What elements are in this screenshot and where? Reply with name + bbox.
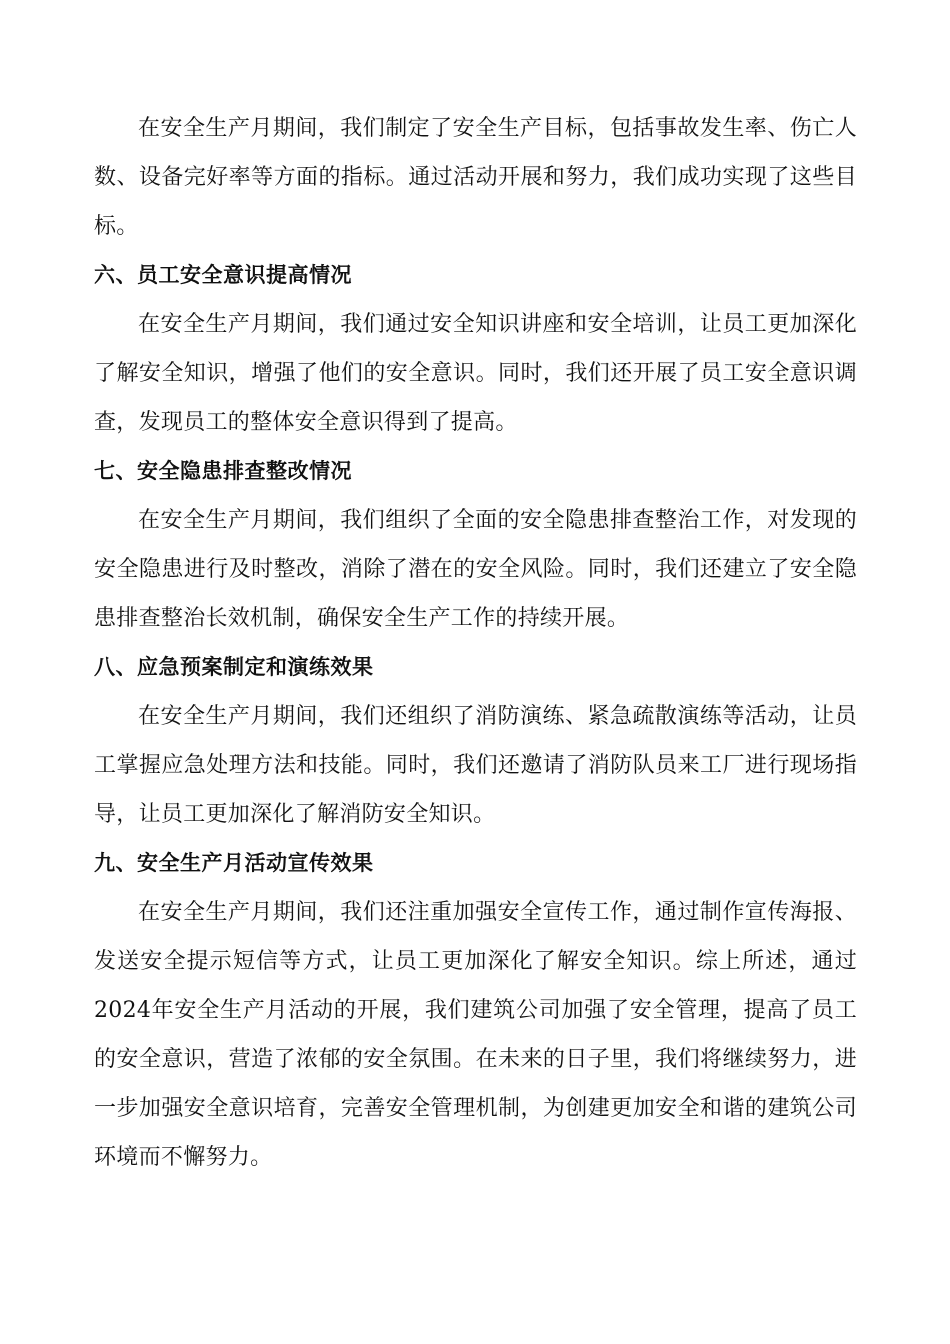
intro-paragraph: 在安全生产月期间，我们制定了安全生产目标，包括事故发生率、伤亡人数、设备完好率等方面的指标。通过活动开展和努力，我们成功实现了这些目标。 [94,116,857,239]
section-body-eight: 在安全生产月期间，我们还组织了消防演练、紧急疏散演练等活动，让员工掌握应急处理方法和技能。同时，我们还邀请了消防队员来工厂进行现场指导，让员工更加深化了解消防安全知识。 [94,704,857,827]
section-heading-six: 六、员工安全意识提高情况 [94,263,352,287]
document-body [94,104,857,1182]
section-body-six: 在安全生产月期间，我们通过安全知识讲座和安全培训，让员工更加深化了解安全知识，增强了他们的安全意识。同时，我们还开展了员工安全意识调查，发现员工的整体安全意识得到了提高。 [94,312,857,435]
section-body-seven: 在安全生产月期间，我们组织了全面的安全隐患排查整治工作，对发现的安全隐患进行及时整改，消除了潜在的安全风险。同时，我们还建立了安全隐患排查整治长效机制，确保安全生产工作的持续开展。 [94,508,857,631]
section-heading-nine: 九、安全生产月活动宣传效果 [94,851,374,875]
section-body-nine: 在安全生产月期间，我们还注重加强安全宣传工作，通过制作宣传海报、发送安全提示短信等方式，让员工更加深化了解安全知识。综上所述，通过2024年安全生产月活动的开展，我们建筑公司加强了安全管理，提高了员工的安全意识，营造了浓郁的安全氛围。在未来的日子里，我们将继续努力，进一步加强安全意识培育，完善安全管理机制，为创建更加安全和谐的建筑公司环境而不懈努力。 [94,900,857,1170]
section-heading-eight: 八、应急预案制定和演练效果 [94,655,374,679]
section-heading-seven: 七、安全隐患排查整改情况 [94,459,352,483]
